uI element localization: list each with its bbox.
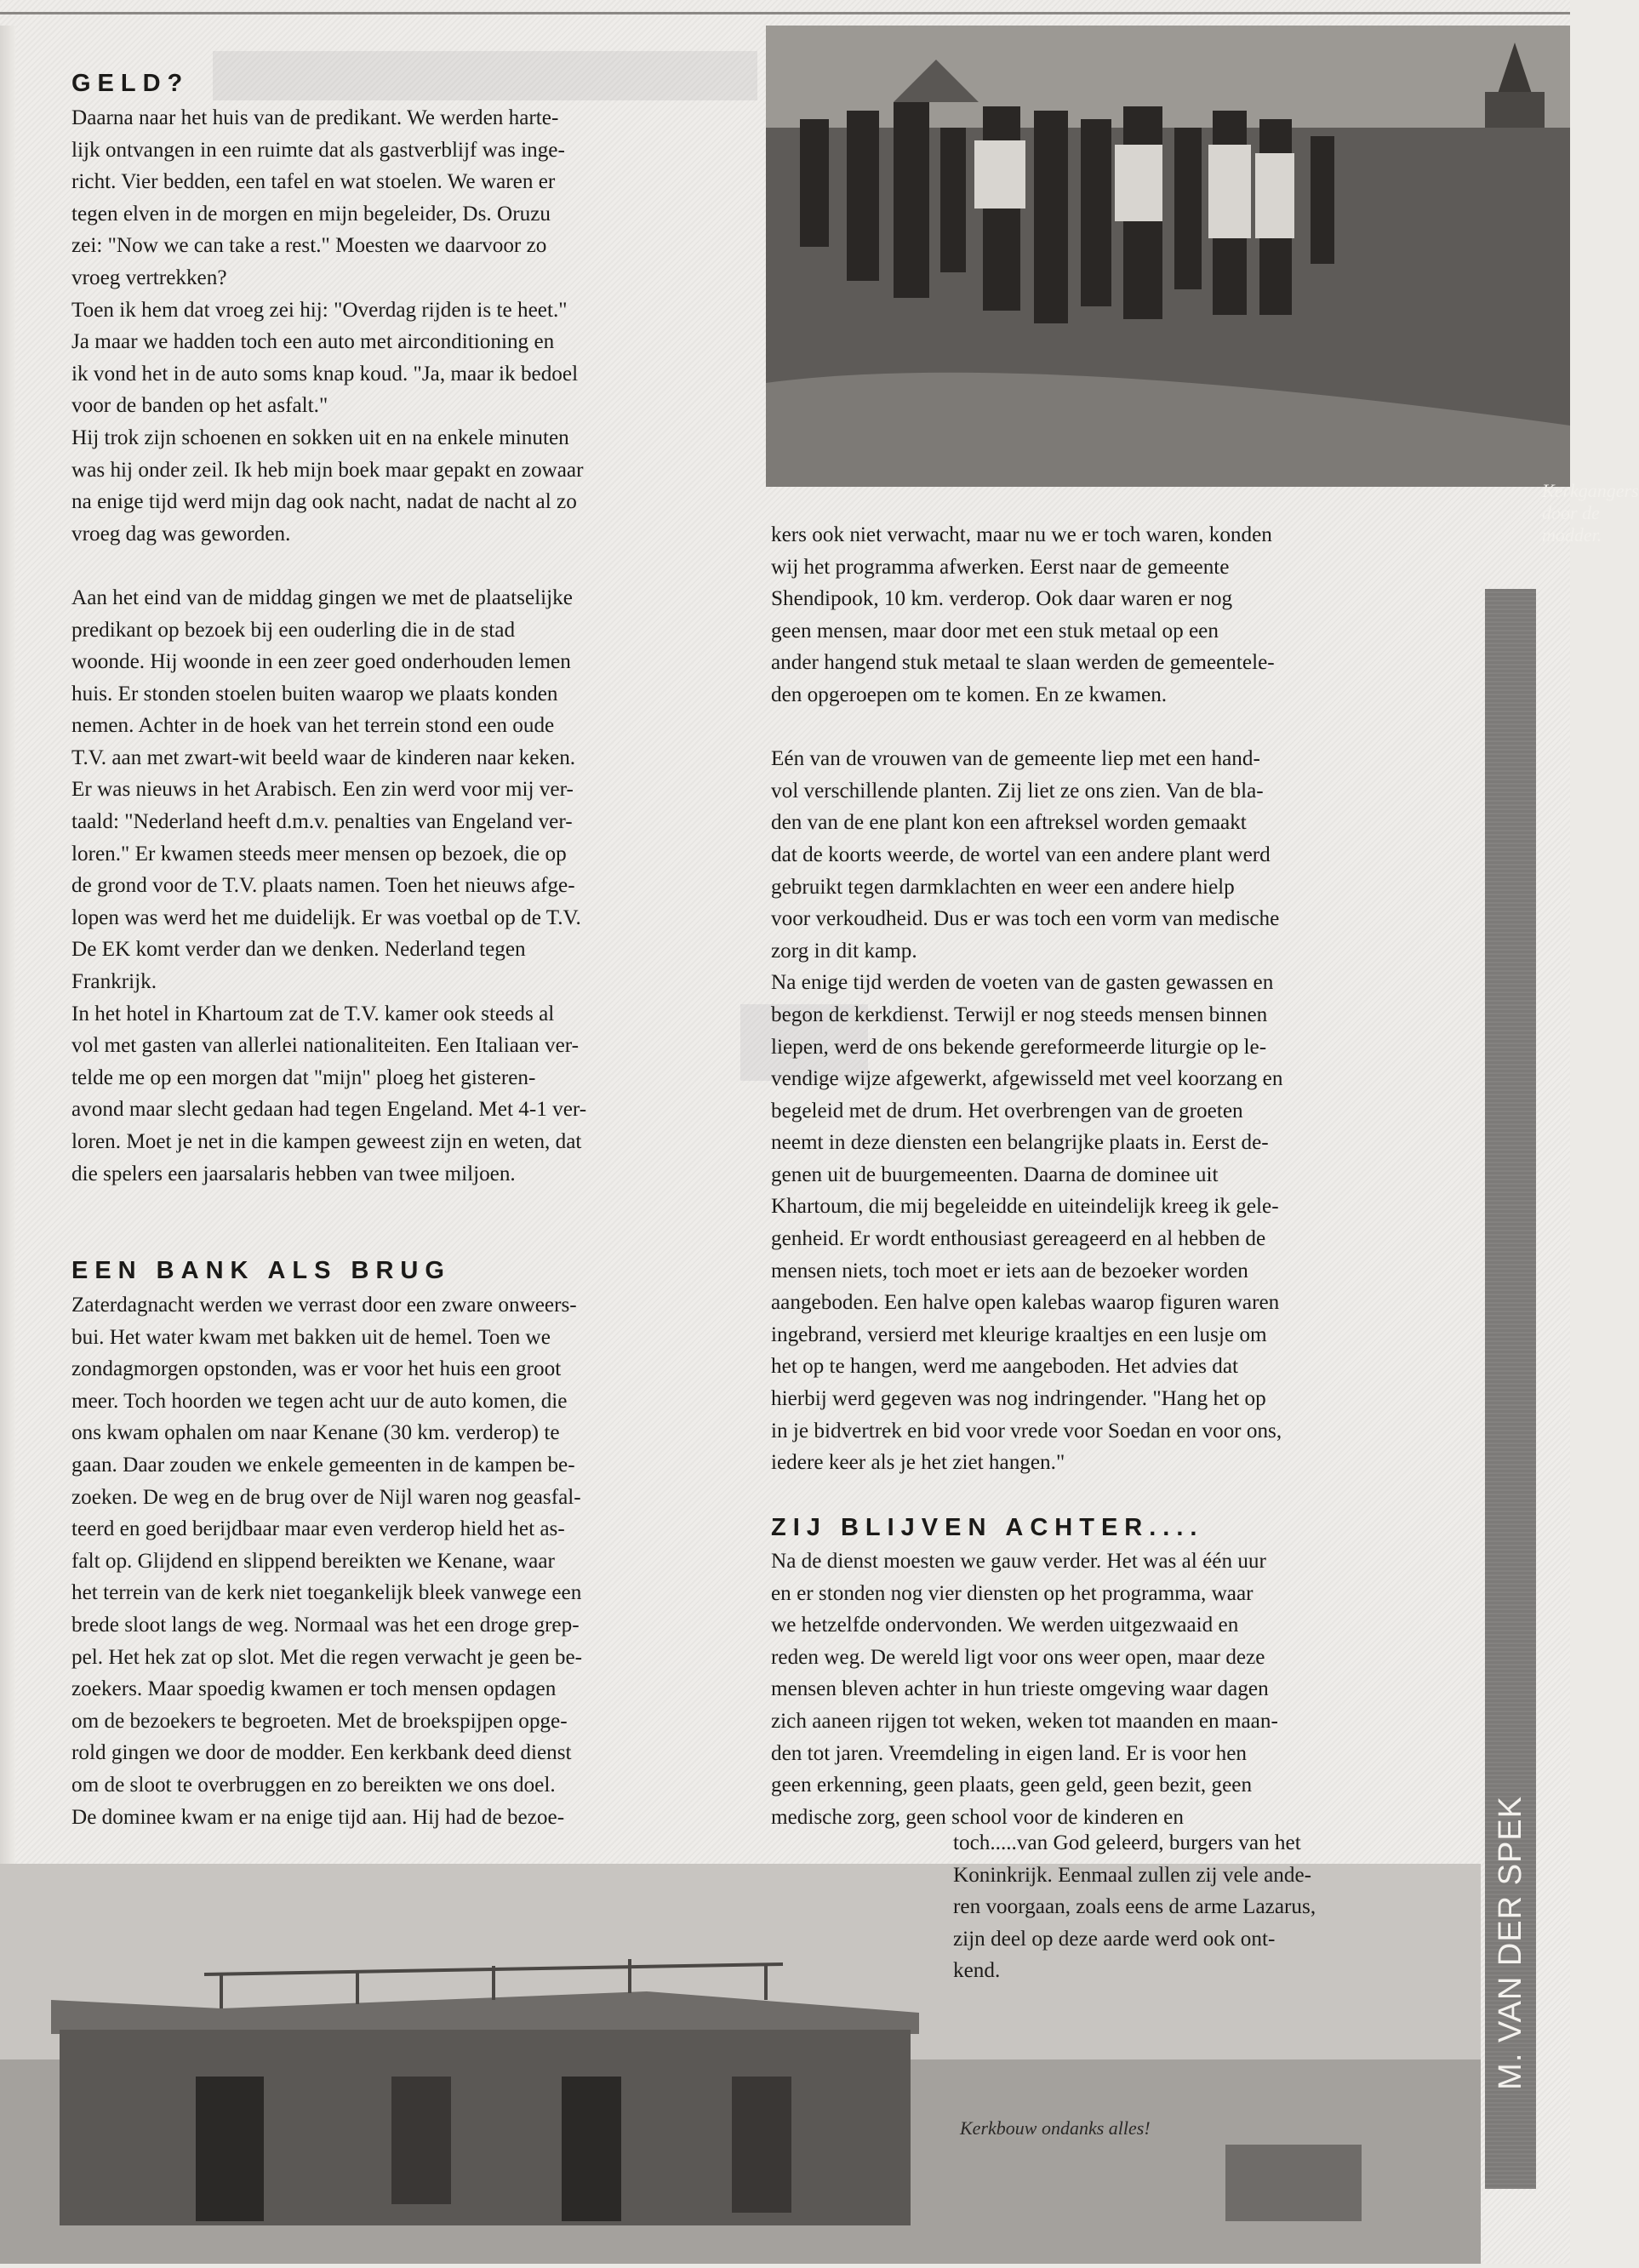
text-line: De EK komt verder dan we denken. Nederland tegen — [71, 938, 526, 962]
text-line: om de sloot te overbruggen en zo bereikten we ons doel. — [71, 1773, 556, 1797]
text-line: begeleid met de drum. Het overbrengen van de groeten — [771, 1099, 1243, 1123]
text-line: gebruikt tegen darmklachten en weer een andere hielp — [771, 875, 1235, 899]
text-line: vol met gasten van allerlei nationaliteiten. Een Italiaan ver- — [71, 1034, 580, 1058]
text-line: taald: "Nederland heeft d.m.v. penalties van Engeland ver- — [71, 810, 573, 834]
text-line: zijn deel op deze aarde werd ook ont- — [953, 1927, 1276, 1951]
text-line: kend. — [953, 1959, 1001, 1983]
text-line: pel. Het hek zat op slot. Met die regen verwacht je geen be- — [71, 1645, 583, 1669]
text-line: voor de banden op het asfalt." — [71, 394, 328, 418]
text-line: Toen ik hem dat vroeg zei hij: "Overdag rijden is te heet." — [71, 298, 568, 322]
text-line: lopen was werd het me duidelijk. Er was voetbal op de T.V. — [71, 905, 581, 929]
text-line: de grond voor de T.V. plaats namen. Toen het nieuws afge- — [71, 874, 575, 898]
text-line: loren." Er kwamen steeds meer mensen op bezoek, die op — [71, 842, 567, 865]
text-line: Koninkrijk. Eenmaal zullen zij vele ande- — [953, 1863, 1312, 1887]
text-line: Khartoum, die mij begeleidde en uiteindelijk kreeg ik gele- — [771, 1195, 1279, 1219]
text-line: ander hangend stuk metaal te slaan werden de gemeentele- — [771, 651, 1275, 675]
text-line: Na de dienst moesten we gauw verder. Het was al één uur — [771, 1550, 1266, 1573]
text-line: toch.....van God geleerd, burgers van het — [953, 1831, 1301, 1854]
text-line: liepen, werd de ons bekende gereformeerde liturgie op le- — [771, 1035, 1267, 1059]
text-line: huis. Er stonden stoelen buiten waarop we plaats konden — [71, 682, 558, 706]
text-line: was hij onder zeil. Ik heb mijn boek maar gepakt en zowaar — [71, 458, 584, 482]
bleed-through-bar — [213, 51, 757, 100]
text-line: en er stonden nog vier diensten op het programma, waar — [771, 1581, 1254, 1605]
text-line: Hij trok zijn schoenen en sokken uit en na enkele minuten — [71, 426, 569, 449]
text-line: het op te hangen, werd me aangeboden. Het advies dat — [771, 1355, 1239, 1379]
text-line: Daarna naar het huis van de predikant. We werden harte- — [71, 106, 559, 129]
text-line: Eén van de vrouwen van de gemeente liep met een hand- — [771, 747, 1260, 771]
text-line: die spelers een jaarsalaris hebben van twee miljoen. — [71, 1162, 516, 1185]
text-line: ingebrand, versierd met kleurige kraaltjes en een lusje om — [771, 1323, 1267, 1346]
text-line: iedere keer als je het ziet hangen." — [771, 1451, 1065, 1475]
text-line: het terrein van de kerk niet toegankelijk bleek vanwege een — [71, 1581, 582, 1605]
text-line: den opgeroepen om te komen. En ze kwamen. — [771, 683, 1168, 706]
text-line: genen uit de buurgemeenten. Daarna de dominee uit — [771, 1163, 1219, 1186]
heading-zij: ZIJ BLIJVEN ACHTER.... — [771, 1514, 1204, 1541]
text-line: neemt in deze diensten een belangrijke plaats in. Eerst de- — [771, 1131, 1269, 1155]
text-line: vol verschillende planten. Zij liet ze ons zien. Van de bla- — [771, 779, 1264, 803]
text-line: na enige tijd werd mijn dag ook nacht, nadat de nacht al zo — [71, 490, 577, 514]
text-line: om de bezoekers te begroeten. Met de broekspijpen opge- — [71, 1709, 568, 1733]
text-line: richt. Vier bedden, een tafel en wat stoelen. We waren er — [71, 170, 556, 194]
text-line: In het hotel in Khartoum zat de T.V. kamer ook steeds al — [71, 1002, 555, 1025]
text-line: gaan. Daar zouden we enkele gemeenten in de kampen be- — [71, 1453, 575, 1477]
text-line: mensen niets, toch moet er iets aan de bezoeker worden — [771, 1259, 1248, 1283]
author-name: M. VAN DER SPEK — [1493, 1796, 1528, 2090]
text-line: Shendipook, 10 km. verderop. Ook daar waren er nog — [771, 587, 1233, 611]
photo-churchgoers-illustration — [766, 26, 1570, 487]
text-line: den tot jaren. Vreemdeling in eigen land. Er is voor hen — [771, 1741, 1247, 1765]
text-line: telde me op een morgen dat "mijn" ploeg het gisteren- — [71, 1065, 536, 1089]
text-line: meer. Toch hoorden we tegen acht uur de auto komen, die — [71, 1389, 568, 1413]
text-line: reden weg. De wereld ligt voor ons weer open, maar deze — [771, 1645, 1265, 1669]
heading-bank: EEN BANK ALS BRUG — [71, 1257, 451, 1284]
text-line: lijk ontvangen in een ruimte dat als gastverblijf was inge- — [71, 138, 565, 162]
text-line: brede sloot langs de weg. Normaal was het een droge grep- — [71, 1613, 580, 1637]
text-line: Aan het eind van de middag gingen we met de plaatselijke — [71, 586, 573, 609]
text-line: genheid. Er wordt enthousiast gereageerd en al hebben de — [771, 1227, 1266, 1251]
caption-top-photo: Kerkgangers door de modder. — [1542, 480, 1639, 546]
left-column — [71, 102, 701, 1190]
text-line: vendige wijze afgewerkt, afgewisseld met veel koorzang en — [771, 1067, 1283, 1091]
text-line: ren voorgaan, zoals eens de arme Lazarus, — [953, 1895, 1316, 1919]
text-line: zondagmorgen opstonden, was er voor het huis een groot — [71, 1357, 562, 1381]
text-line: Na enige tijd werden de voeten van de gasten gewassen en — [771, 971, 1274, 995]
text-line: den van de ene plant kon een aftreksel worden gemaakt — [771, 811, 1247, 835]
text-line: aangeboden. Een halve open kalebas waarop figuren waren — [771, 1291, 1280, 1315]
text-line: medische zorg, geen school voor de kinderen en — [771, 1805, 1184, 1829]
text-line: Ja maar we hadden toch een auto met airconditioning en — [71, 330, 555, 354]
text-line: loren. Moet je net in die kampen geweest zijn en weten, dat — [71, 1130, 582, 1153]
text-line: voor verkoudheid. Dus er was toch een vorm van medische — [771, 907, 1280, 931]
text-line: ons kwam ophalen om naar Kenane (30 km. verderop) te — [71, 1421, 560, 1445]
left-column-bank — [71, 1289, 701, 1833]
text-line: vroeg dag was geworden. — [71, 522, 291, 546]
text-line: teerd en goed berijdbaar maar even verderop hield het as- — [71, 1517, 565, 1541]
float-text-block — [953, 1827, 1396, 1987]
top-rule — [0, 12, 1570, 14]
text-line: dat de koorts weerde, de wortel van een andere plant werd — [771, 843, 1271, 866]
text-line: Frankrijk. — [71, 970, 157, 994]
text-line: vroeg vertrekken? — [71, 266, 227, 289]
text-line: T.V. aan met zwart-wit beeld waar de kinderen naar keken. — [71, 746, 576, 769]
text-line: kers ook niet verwacht, maar nu we er toch waren, konden — [771, 523, 1272, 546]
text-line: Er was nieuws in het Arabisch. Een zin werd voor mij ver- — [71, 778, 574, 802]
text-line: falt op. Glijdend en slippend bereikten we Kenane, waar — [71, 1549, 555, 1573]
text-line: geen erkenning, geen plaats, geen geld, geen bezit, geen — [771, 1774, 1253, 1797]
text-line: ik vond het in de auto soms knap koud. "Ja, maar ik bedoel — [71, 362, 579, 386]
text-line: predikant op bezoek bij een ouderling die in de stad — [71, 618, 516, 642]
caption-bottom-photo: Kerkbouw ondanks alles! — [960, 2117, 1151, 2139]
text-line: geen mensen, maar door met een stuk metaal op een — [771, 619, 1219, 643]
text-line: begon de kerkdienst. Terwijl er nog steeds mensen binnen — [771, 1003, 1268, 1026]
text-line: zorg in dit kamp. — [771, 939, 917, 963]
text-line: Zaterdagnacht werden we verrast door een zware onweers- — [71, 1294, 577, 1317]
text-line: zei: "Now we can take a rest." Moesten we daarvoor zo — [71, 234, 547, 258]
text-line: zoeken. De weg en de brug over de Nijl waren nog geasfal- — [71, 1485, 581, 1509]
text-line: we hetzelfde ondervonden. We werden uitgezwaaid en — [771, 1614, 1239, 1637]
text-line: bui. Het water kwam met bakken uit de hemel. Toen we — [71, 1325, 551, 1349]
text-line: zoekers. Maar spoedig kwamen er toch mensen opdagen — [71, 1677, 557, 1701]
text-line: in je bidvertrek en bid voor vrede voor Soedan en voor ons, — [771, 1419, 1282, 1442]
text-line: mensen bleven achter in hun trieste omgeving waar dagen — [771, 1677, 1269, 1701]
text-line: De dominee kwam er na enige tijd aan. Hij had de bezoe- — [71, 1805, 565, 1829]
heading-geld: GELD? — [71, 70, 190, 97]
text-line: wij het programma afwerken. Eerst naar de gemeente — [771, 555, 1230, 579]
text-line: tegen elven in de morgen en mijn begeleider, Ds. Oruzu — [71, 202, 551, 226]
text-line: woonde. Hij woonde in een zeer goed onderhouden lemen — [71, 650, 571, 674]
right-column — [771, 519, 1384, 1479]
text-line: rold gingen we door de modder. Een kerkbank deed dienst — [71, 1741, 572, 1765]
text-line: hierbij werd gegeven was nog indringender. "Hang het op — [771, 1387, 1266, 1411]
text-line: nemen. Achter in de hoek van het terrein stond een oude — [71, 714, 555, 738]
text-line: zich aaneen rijgen tot weken, weken tot maanden en maan- — [771, 1709, 1278, 1733]
right-column-zij — [771, 1545, 1384, 1833]
text-line: avond maar slecht gedaan had tegen Engeland. Met 4-1 ver- — [71, 1098, 587, 1122]
